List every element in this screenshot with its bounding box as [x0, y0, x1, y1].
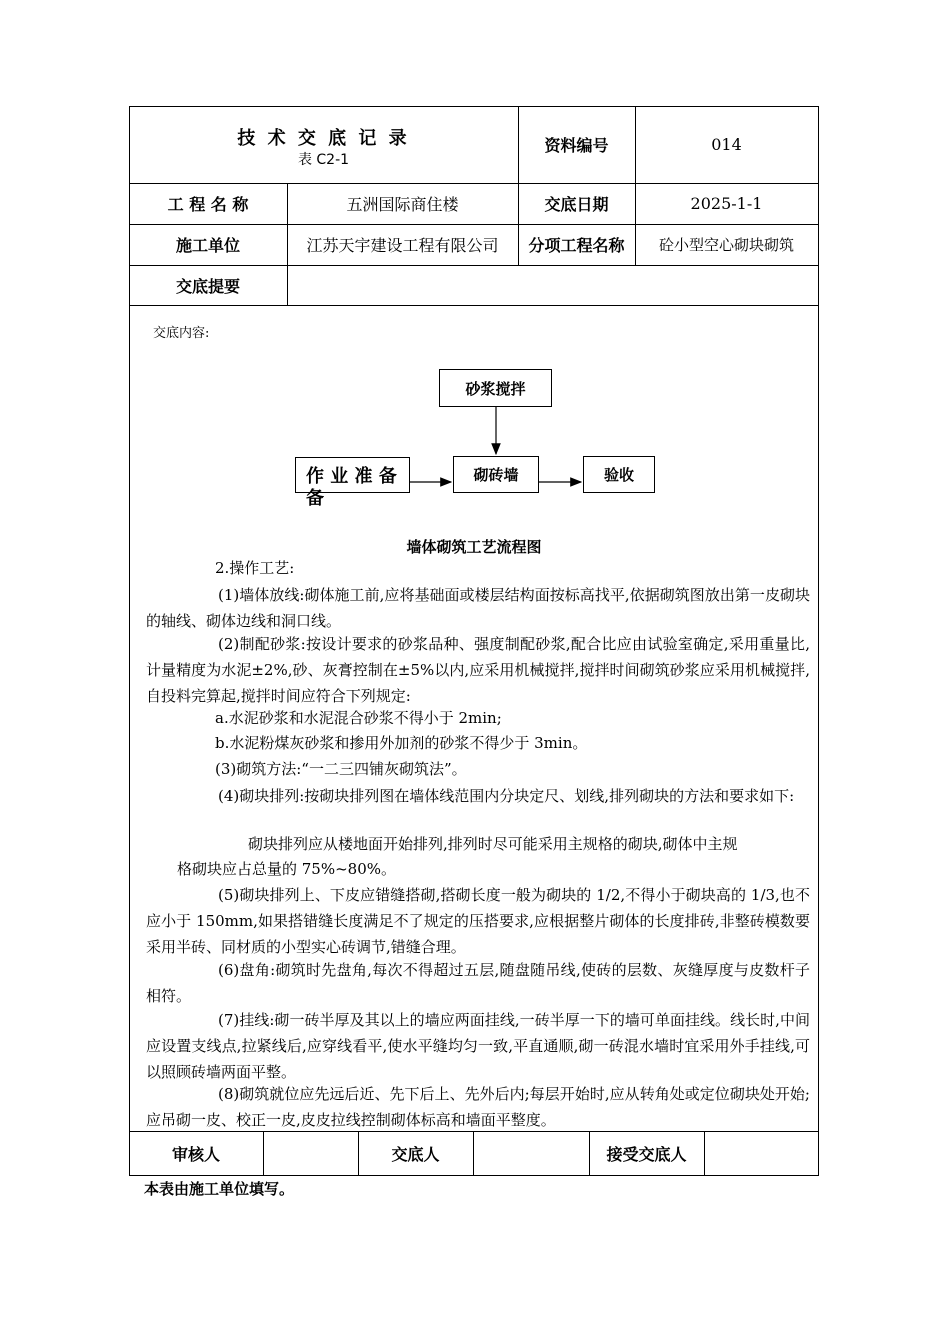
flow-box-prep-overflow: 备	[306, 488, 324, 509]
footer-note: 本表由施工单位填写。	[144, 1180, 295, 1198]
receiver-value[interactable]	[704, 1131, 818, 1175]
content-label: 交底内容:	[153, 326, 210, 341]
paragraph-4a-line2: 格砌块应占总量的 75%~80%。	[177, 860, 397, 878]
doc-no-label: 资料编号	[544, 136, 609, 155]
subproject-value: 砼小型空心砌块砌筑	[658, 236, 794, 254]
summary-label: 交底提要	[175, 276, 240, 296]
paragraph-5: (5)砌块排列上、下皮应错缝搭砌,搭砌长度一般为砌块的 1/2,不得小于砌块高的 1/3,也不应小于 150mm,如果搭错缝长度满足不了规定的压搭要求,应根据整片砌体的长度排砖,非整砖模数要采用半砖、同材质的小型实心砖调节,错缝合理。	[146, 886, 810, 956]
paragraph-2b: b.水泥粉煤灰砂浆和掺用外加剂的砂浆不得少于 3min。	[215, 734, 588, 752]
flow-caption: 墙体砌筑工艺流程图	[406, 538, 542, 556]
flow-box-prep-text: 作 业 准 备	[306, 466, 397, 487]
paragraph-2: (2)制配砂浆:按设计要求的砂浆品种、强度制配砂浆,配合比应由试验室确定,采用重量比,计量精度为水泥±2%,砂、灰膏控制在±5%以内,应采用机械搅拌,搅拌时间砌筑砂浆应采用机械搅拌,自投料完算起,搅拌时间应符合下列规定:	[146, 635, 810, 705]
paragraph-8: (8)砌筑就位应先远后近、先下后上、先外后内;每层开始时,应从转角处或定位砌块处开始;应吊砌一皮、校正一皮,皮皮拉线控制砌体标高和墙面平整度。	[146, 1085, 810, 1129]
paragraph-6: (6)盘角:砌筑时先盘角,每次不得超过五层,随盘随吊线,使砖的层数、灰缝厚度与皮数杆子相符。	[146, 961, 810, 1005]
reviewer-label: 审核人	[171, 1144, 220, 1164]
flow-box-mortar: 砂浆搅拌	[439, 369, 552, 407]
flow-arrows	[0, 0, 950, 600]
flow-box-masonry: 砌砖墙	[453, 456, 539, 493]
paragraph-2a: a.水泥砂浆和水泥混合砂浆不得小于 2min;	[215, 709, 502, 727]
contractor-label: 施工单位	[175, 236, 240, 255]
discloser-value[interactable]	[473, 1131, 589, 1175]
section-title: 2.操作工艺:	[215, 559, 295, 577]
doc-no-value: 014	[711, 135, 742, 154]
date-label: 交底日期	[544, 195, 609, 214]
discloser-label: 交底人	[391, 1144, 440, 1164]
date-value: 2025-1-1	[690, 194, 763, 213]
paragraph-7: (7)挂线:砌一砖半厚及其以上的墙应两面挂线,一砖半厚一下的墙可单面挂线。线长时,中间应设置支线点,拉紧线后,应穿线看平,使水平缝均匀一致,平直通顺,砌一砖混水墙时宜采用外手挂线,可以照顾砖墙两面平整。	[146, 1011, 810, 1081]
project-name-label: 工 程 名 称	[167, 195, 249, 214]
subproject-label: 分项工程名称	[528, 236, 625, 255]
paragraph-4: (4)砌块排列:按砌块排列图在墙体线范围内分块定尺、划线,排列砌块的方法和要求如下:	[218, 787, 795, 805]
reviewer-value[interactable]	[263, 1131, 358, 1175]
form-title: 技 术 交 底 记 录	[237, 128, 410, 149]
flow-box-inspection: 验收	[583, 456, 655, 493]
form-code: 表 C2-1	[297, 152, 350, 168]
contractor-value: 江苏天宇建设工程有限公司	[306, 236, 499, 255]
paragraph-1: (1)墙体放线:砌体施工前,应将基础面或楼层结构面按标高找平,依据砌筑图放出第一皮砌块的轴线、砌体边线和洞口线。	[146, 586, 810, 630]
paragraph-4a-line1: 砌块排列应从楼地面开始排列,排列时尽可能采用主规格的砌块,砌体中主规	[248, 835, 738, 853]
receiver-label: 接受交底人	[606, 1144, 687, 1164]
project-name-value: 五洲国际商住楼	[346, 195, 459, 214]
paragraph-3: (3)砌筑方法:“一二三四铺灰砌筑法”。	[215, 760, 467, 778]
